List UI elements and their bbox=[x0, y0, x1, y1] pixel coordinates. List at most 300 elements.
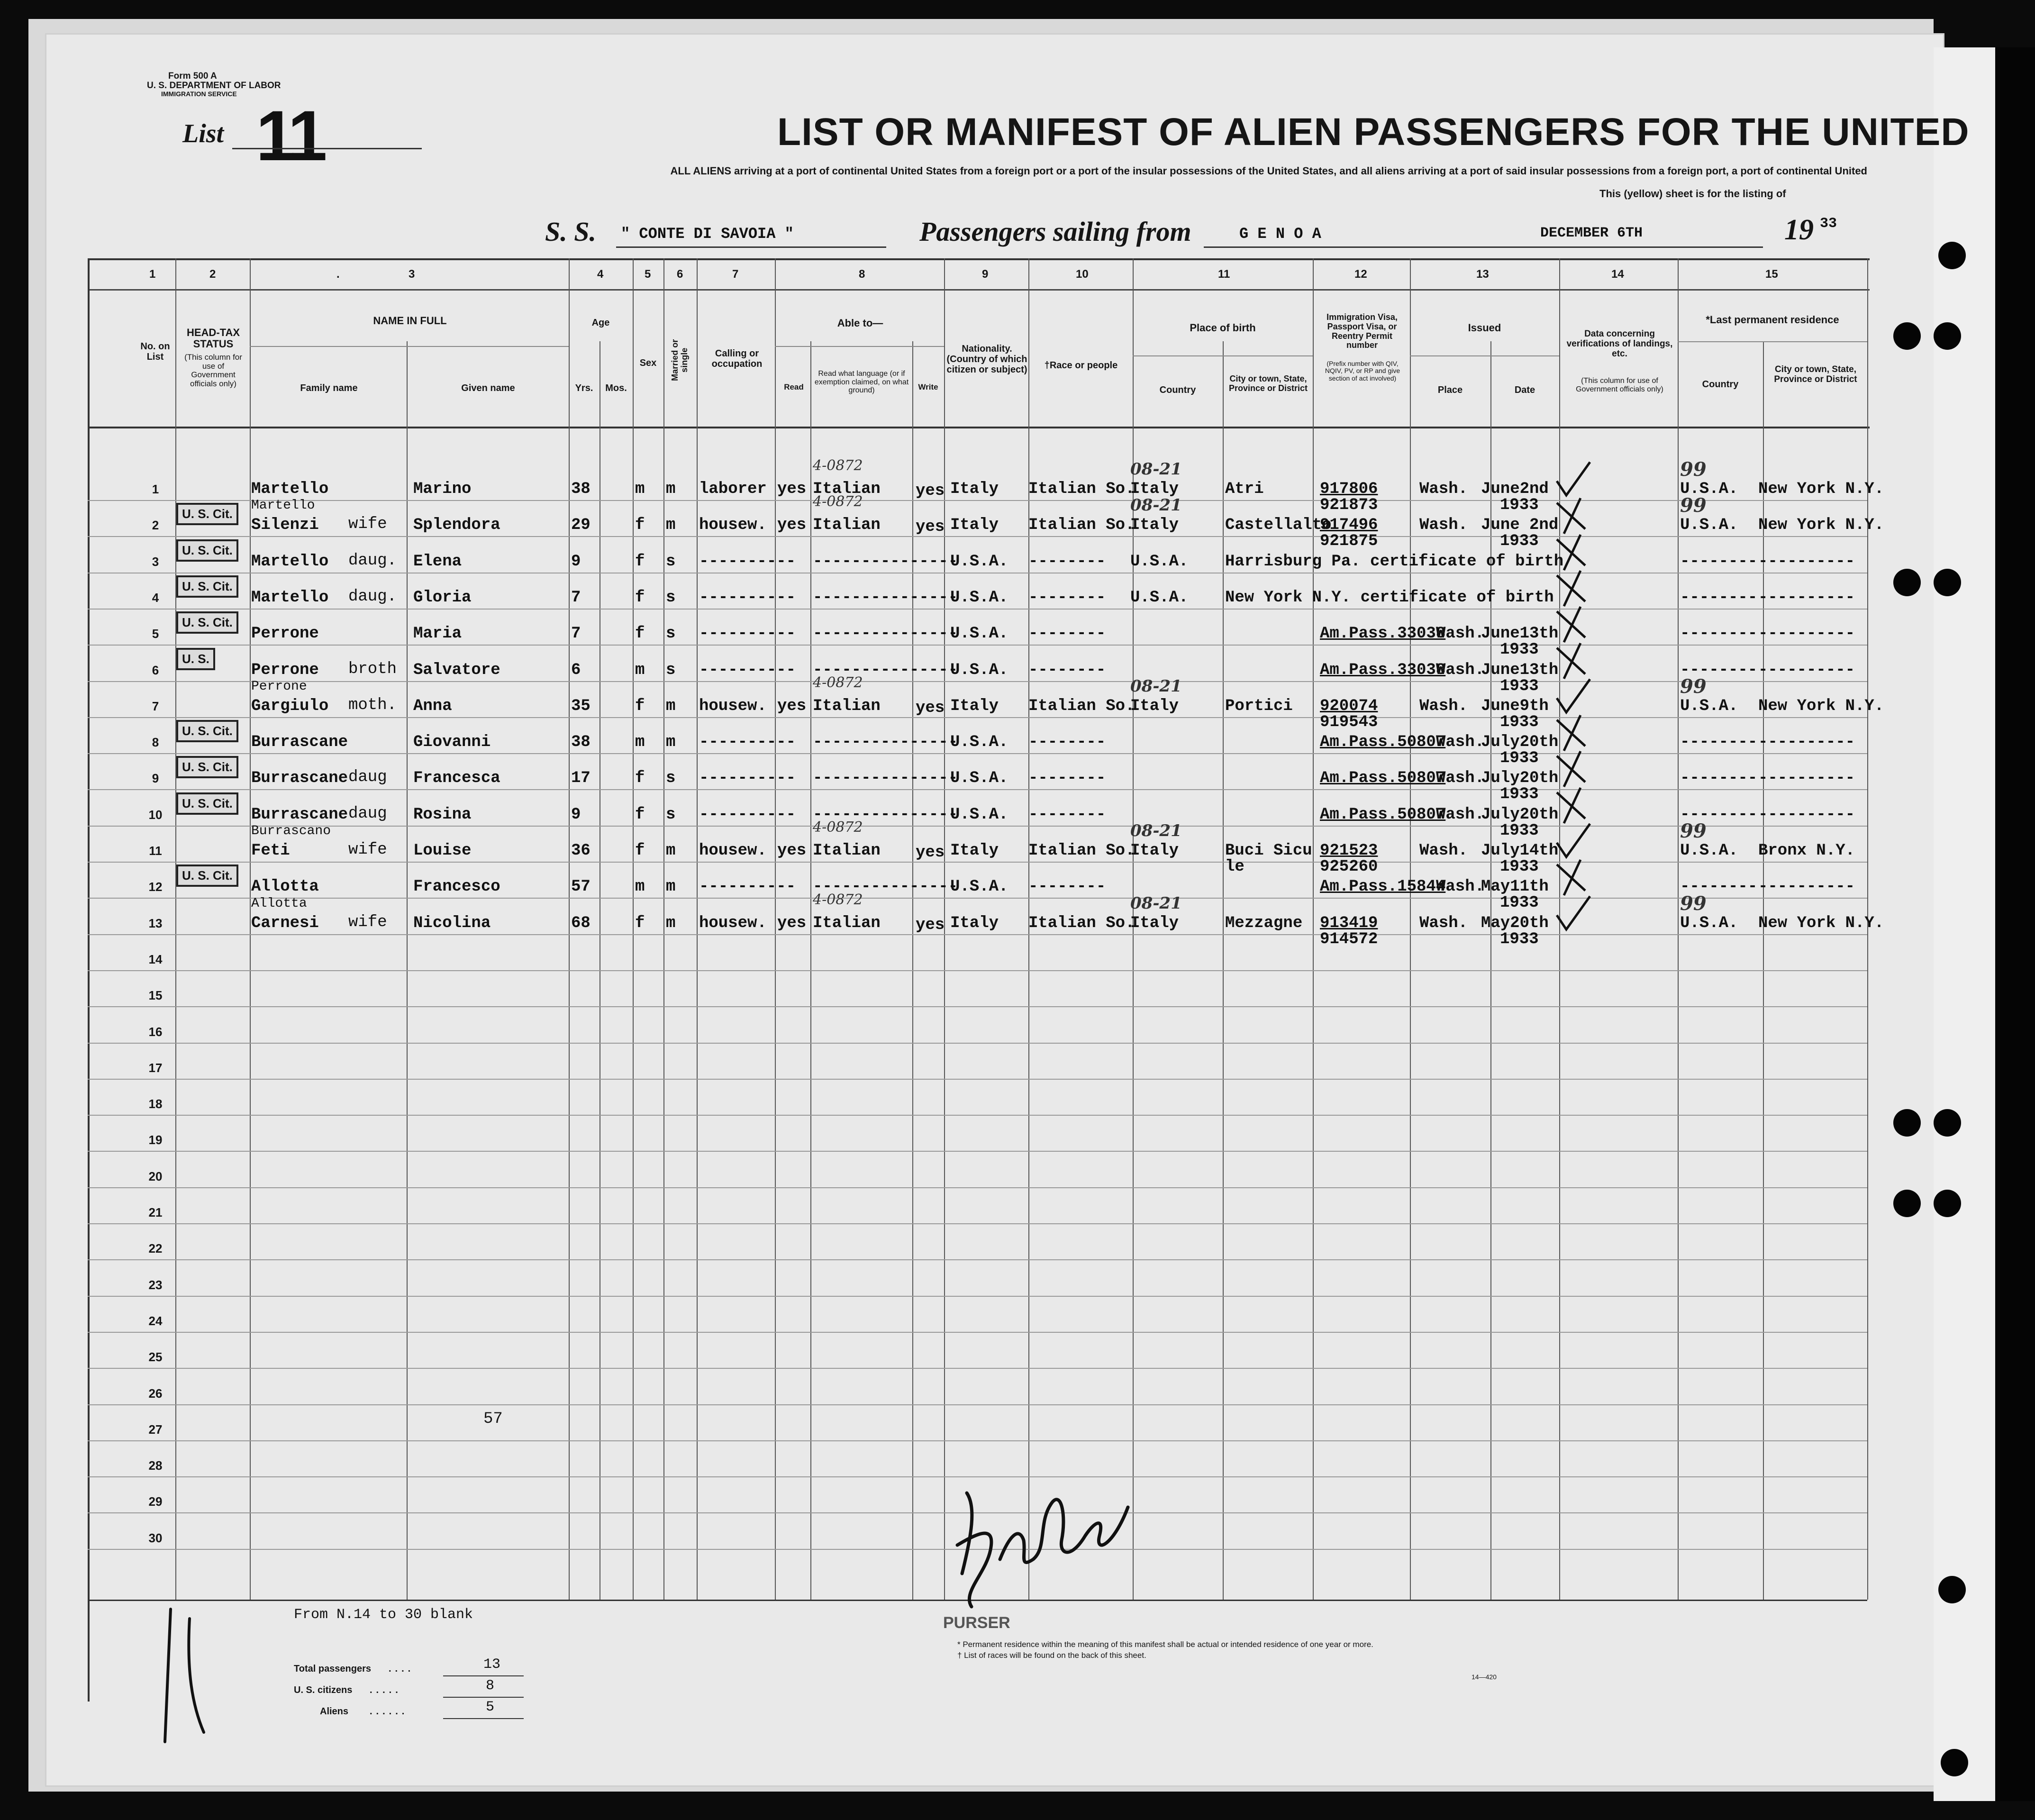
col-line bbox=[1678, 258, 1679, 1600]
occupation: ---------- bbox=[699, 661, 796, 679]
nationality: Italy bbox=[950, 697, 999, 715]
row-number: 24 bbox=[148, 1313, 163, 1328]
residence-city: New York N.Y. bbox=[1758, 914, 1884, 932]
aliens-leader: ...... bbox=[370, 1706, 409, 1717]
handwritten-code: 4-0872 bbox=[813, 674, 863, 691]
row-rule bbox=[88, 536, 1867, 537]
able-subheader-line bbox=[775, 346, 944, 347]
row-rule bbox=[88, 1332, 1867, 1333]
citizens-value: 8 bbox=[486, 1678, 495, 1694]
year-suffix: 33 bbox=[1820, 216, 1837, 232]
nationality: Italy bbox=[950, 842, 999, 860]
row-number: 20 bbox=[148, 1169, 163, 1183]
visa-number-2: 921875 bbox=[1320, 532, 1378, 551]
row-number: 7 bbox=[152, 699, 159, 713]
col-line bbox=[1410, 258, 1411, 1600]
marital-status: m bbox=[666, 516, 676, 535]
column-number-border bbox=[88, 289, 1870, 291]
residence-country: U.S.A. bbox=[1680, 516, 1738, 535]
sex: f bbox=[635, 625, 645, 643]
sex: f bbox=[635, 914, 645, 932]
row-number: 1 bbox=[152, 482, 159, 496]
issue-date: July20th bbox=[1481, 805, 1559, 824]
row-number: 22 bbox=[148, 1241, 163, 1256]
visa-number: 921523 bbox=[1320, 842, 1378, 860]
nationality: U.S.A. bbox=[950, 878, 1008, 896]
nationality: U.S.A. bbox=[950, 805, 1008, 824]
col-number-10: 10 bbox=[1076, 268, 1089, 281]
visa-number: Am.Pass.50807 bbox=[1320, 769, 1446, 788]
total-passengers-value: 13 bbox=[483, 1656, 501, 1673]
occupation: ---------- bbox=[699, 588, 796, 607]
residence-country: U.S.A. bbox=[1680, 842, 1738, 860]
header-sex: Sex bbox=[639, 358, 657, 368]
header-verification: Data concerning verifications of landings, etc. bbox=[1566, 329, 1673, 359]
residence-country: U.S.A. bbox=[1680, 697, 1738, 715]
row-number: 9 bbox=[152, 771, 159, 786]
occupation: housew. bbox=[699, 516, 767, 535]
header-verification-note: (This column for use of Government officials only) bbox=[1576, 377, 1663, 393]
occupation: laborer bbox=[699, 480, 767, 498]
sex: f bbox=[635, 842, 645, 860]
can-write: yes bbox=[916, 699, 945, 717]
handwritten-code: 4-0872 bbox=[813, 493, 863, 510]
total-leader: .... bbox=[389, 1664, 415, 1674]
row-number: 12 bbox=[148, 880, 163, 894]
read-language: --------------- bbox=[813, 588, 958, 607]
occupation: ---------- bbox=[699, 805, 796, 824]
table-top-border bbox=[88, 258, 1870, 260]
ship-underline bbox=[616, 246, 886, 248]
family-name: Allotta bbox=[251, 878, 319, 896]
row-number: 19 bbox=[148, 1133, 163, 1147]
age-years: 68 bbox=[571, 914, 591, 932]
birth-city: New York N.Y. certificate of birth bbox=[1225, 588, 1554, 607]
read-language: Italian bbox=[813, 914, 881, 932]
row-rule bbox=[88, 681, 1867, 682]
race-or-people: -------- bbox=[1028, 552, 1106, 571]
marital-status: m bbox=[666, 878, 676, 896]
visa-number: Am.Pass.50807 bbox=[1320, 733, 1446, 752]
issue-date: June13th bbox=[1481, 661, 1559, 679]
read-language: --------------- bbox=[813, 733, 958, 752]
residence-city: ---------- bbox=[1758, 769, 1855, 788]
col-number-15: 15 bbox=[1765, 268, 1778, 281]
header-race: †Race or people bbox=[1044, 360, 1118, 371]
handwritten-code: 4-0872 bbox=[813, 891, 863, 908]
header-read-language: Read what language (or if exemption claimed, on what ground) bbox=[814, 370, 909, 395]
marital-status: s bbox=[666, 805, 676, 824]
issue-place: Wash. bbox=[1419, 842, 1468, 860]
aliens-value: 5 bbox=[486, 1699, 495, 1715]
col-line bbox=[175, 258, 176, 1600]
row-rule bbox=[88, 1006, 1867, 1007]
visa-number: 920074 bbox=[1320, 697, 1378, 715]
purser-label: PURSER bbox=[943, 1614, 1010, 1632]
head-tax-stamp: U. S. Cit. bbox=[176, 720, 238, 742]
header-visa: Immigration Visa, Passport Visa, or Reentry Permit number bbox=[1326, 312, 1398, 350]
row-number: 13 bbox=[148, 916, 163, 930]
port-underline bbox=[1204, 246, 1554, 248]
issue-place: Wash. bbox=[1436, 625, 1485, 643]
col-number-12: 12 bbox=[1354, 268, 1367, 281]
head-tax-stamp: U. S. Cit. bbox=[176, 503, 238, 525]
relationship: wife bbox=[348, 913, 387, 931]
handwritten-count: 99 bbox=[1680, 675, 1707, 698]
occupation: housew. bbox=[699, 697, 767, 715]
read-language: Italian bbox=[813, 516, 881, 535]
row-rule bbox=[88, 826, 1867, 827]
given-name: Nicolina bbox=[413, 914, 491, 932]
relationship: wife bbox=[348, 515, 387, 534]
residence-country: -------- bbox=[1680, 805, 1758, 824]
given-name: Gloria bbox=[413, 588, 472, 607]
header-issued-date: Date bbox=[1514, 385, 1535, 395]
residence-city: ---------- bbox=[1758, 661, 1855, 679]
sex: f bbox=[635, 769, 645, 788]
birth-country: Italy bbox=[1130, 842, 1179, 860]
header-birth-country: Country bbox=[1159, 385, 1196, 395]
row-number: 18 bbox=[148, 1097, 163, 1111]
row-number: 17 bbox=[148, 1060, 163, 1075]
given-name: Marino bbox=[413, 480, 472, 498]
header-family-name: Family name bbox=[300, 383, 358, 393]
row-rule bbox=[88, 1151, 1867, 1152]
binder-hole bbox=[1941, 1749, 1968, 1776]
age-years: 7 bbox=[571, 588, 581, 607]
header-yrs: Yrs. bbox=[575, 383, 593, 393]
birth-country: Italy bbox=[1130, 697, 1179, 715]
birth-city: Portici bbox=[1225, 697, 1293, 715]
row-rule bbox=[88, 1115, 1867, 1116]
binder-hole bbox=[1893, 322, 1921, 350]
birth-subheader-line bbox=[1133, 355, 1313, 356]
residence-country: U.S.A. bbox=[1680, 480, 1738, 498]
given-name: Rosina bbox=[413, 805, 472, 824]
issued-subheader-line bbox=[1410, 355, 1559, 356]
relationship: daug bbox=[348, 768, 387, 787]
age-years: 6 bbox=[571, 661, 581, 679]
family-name: Burrascane bbox=[251, 769, 348, 788]
header-calling: Calling or occupation bbox=[711, 348, 763, 369]
total-passengers-label: Total passengers bbox=[294, 1664, 372, 1674]
sex: m bbox=[635, 480, 645, 498]
sex: f bbox=[635, 697, 645, 715]
race-or-people: -------- bbox=[1028, 733, 1106, 752]
issue-place: Wash. bbox=[1436, 733, 1485, 752]
family-name: Perrone bbox=[251, 661, 319, 679]
issue-year: 1933 bbox=[1500, 785, 1539, 804]
row-rule bbox=[88, 970, 1867, 971]
handwritten-code: 08-21 bbox=[1130, 496, 1182, 515]
row-rule bbox=[88, 609, 1867, 610]
residence-country: -------- bbox=[1680, 625, 1758, 643]
birth-country: Italy bbox=[1130, 516, 1179, 535]
col-number-11: 11 bbox=[1218, 268, 1230, 281]
race-or-people: -------- bbox=[1028, 805, 1106, 824]
row-rule bbox=[88, 1043, 1867, 1044]
col-number-1: 1 bbox=[149, 268, 156, 281]
family-name: Feti bbox=[251, 842, 290, 860]
marital-status: m bbox=[666, 842, 676, 860]
previous-family-name: Perrone bbox=[251, 679, 307, 694]
row-number: 28 bbox=[148, 1458, 163, 1473]
relationship: wife bbox=[348, 841, 387, 859]
occupation: ---------- bbox=[699, 625, 796, 643]
manifest-subtitle-2: This (yellow) sheet is for the listing of bbox=[1599, 188, 1786, 200]
occupation: ---------- bbox=[699, 733, 796, 752]
manifest-title: LIST OR MANIFEST OF ALIEN PASSENGERS FOR THE UNITED bbox=[777, 110, 1970, 154]
age-years: 38 bbox=[571, 733, 591, 752]
binder-hole bbox=[1893, 1109, 1921, 1137]
marital-status: m bbox=[666, 733, 676, 752]
issue-year: 1933 bbox=[1500, 713, 1539, 731]
occupation: housew. bbox=[699, 914, 767, 932]
handwritten-count: 99 bbox=[1680, 494, 1707, 517]
nationality: Italy bbox=[950, 480, 999, 498]
visa-number: Am.Pass.33038 bbox=[1320, 625, 1446, 643]
residence-country: -------- bbox=[1680, 769, 1758, 788]
issue-place: Wash. bbox=[1436, 805, 1485, 824]
family-name: Gargiulo bbox=[251, 697, 329, 715]
nationality: U.S.A. bbox=[950, 769, 1008, 788]
residence-country: -------- bbox=[1680, 661, 1758, 679]
family-name: Martello bbox=[251, 480, 329, 498]
nationality: Italy bbox=[950, 516, 999, 535]
row-number: 4 bbox=[152, 590, 159, 605]
can-read: yes bbox=[777, 480, 807, 498]
header-last-residence: *Last permanent residence bbox=[1706, 314, 1839, 326]
race-or-people: -------- bbox=[1028, 661, 1106, 679]
col-line bbox=[633, 258, 634, 1600]
row-rule bbox=[88, 1187, 1867, 1188]
page-edge bbox=[1995, 47, 2035, 1801]
race-or-people: Italian So. bbox=[1028, 697, 1135, 715]
sex: m bbox=[635, 878, 645, 896]
head-tax-stamp: U. S. Cit. bbox=[176, 575, 238, 598]
age-years: 38 bbox=[571, 480, 591, 498]
read-language: --------------- bbox=[813, 552, 958, 571]
header-residence-city: City or town, State, Province or District bbox=[1774, 364, 1857, 384]
issue-place: Wash. bbox=[1419, 697, 1468, 715]
footnote-residence: * Permanent residence within the meaning of this manifest shall be actual or intended residence of one year or more. bbox=[957, 1640, 1373, 1649]
birth-city: Buci Sicu bbox=[1225, 842, 1312, 860]
occupation: housew. bbox=[699, 842, 767, 860]
year-prefix: 19 bbox=[1784, 214, 1814, 246]
residence-city: New York N.Y. bbox=[1758, 697, 1884, 715]
header-mos: Mos. bbox=[605, 383, 627, 393]
col-line bbox=[663, 258, 664, 1600]
marital-status: m bbox=[666, 697, 676, 715]
can-read: yes bbox=[777, 842, 807, 860]
issue-date: June2nd bbox=[1481, 480, 1549, 498]
issue-date: June 2nd bbox=[1481, 516, 1559, 535]
header-given-name: Given name bbox=[461, 383, 515, 393]
row-rule bbox=[88, 1259, 1867, 1260]
can-write: yes bbox=[916, 916, 945, 934]
binder-hole bbox=[1934, 569, 1961, 596]
handwritten-count: 99 bbox=[1680, 820, 1707, 842]
visa-number: Am.Pass.50807 bbox=[1320, 805, 1446, 824]
header-bottom-border bbox=[88, 427, 1870, 428]
race-or-people: -------- bbox=[1028, 625, 1106, 643]
read-language: Italian bbox=[813, 480, 881, 498]
read-language: Italian bbox=[813, 842, 881, 860]
row-rule bbox=[88, 862, 1867, 863]
residence-country: -------- bbox=[1680, 588, 1758, 607]
residence-city: ---------- bbox=[1758, 733, 1855, 752]
binder-hole bbox=[1938, 1576, 1966, 1603]
row-rule bbox=[88, 1079, 1867, 1080]
birth-city: Harrisburg Pa. certificate of birth bbox=[1225, 552, 1564, 571]
col-number-3: 3 bbox=[409, 268, 415, 281]
issue-date: July20th bbox=[1481, 769, 1559, 788]
read-language: --------------- bbox=[813, 878, 958, 896]
row-number: 27 bbox=[148, 1422, 163, 1437]
birth-city: Mezzagne bbox=[1225, 914, 1303, 932]
list-underline bbox=[232, 148, 422, 149]
age-years: 36 bbox=[571, 842, 591, 860]
sex: m bbox=[635, 661, 645, 679]
residence-city: Bronx N.Y. bbox=[1758, 842, 1855, 860]
relationship: daug. bbox=[348, 551, 397, 570]
binding-strip bbox=[1934, 47, 1995, 1801]
occupation: ---------- bbox=[699, 552, 796, 571]
residence-subheader-line bbox=[1678, 341, 1867, 342]
citizens-leader: ..... bbox=[370, 1685, 402, 1695]
visa-number: 917806 bbox=[1320, 480, 1378, 498]
col-line bbox=[88, 258, 90, 1702]
binder-hole bbox=[1893, 1190, 1921, 1217]
relationship: daug. bbox=[348, 587, 397, 606]
residence-city: ---------- bbox=[1758, 805, 1855, 824]
binder-hole bbox=[1893, 569, 1921, 596]
sex: f bbox=[635, 805, 645, 824]
read-language: --------------- bbox=[813, 805, 958, 824]
marital-status: s bbox=[666, 588, 676, 607]
name-subheader-line bbox=[250, 346, 569, 347]
family-name: Martello bbox=[251, 588, 329, 607]
visa-number-2: 914572 bbox=[1320, 930, 1378, 948]
row-number: 5 bbox=[152, 627, 159, 641]
sex: m bbox=[635, 733, 645, 752]
issue-year: 1933 bbox=[1500, 821, 1539, 840]
row-number: 29 bbox=[148, 1494, 163, 1509]
row-rule bbox=[88, 645, 1867, 646]
binder-hole bbox=[1934, 1109, 1961, 1137]
can-read: yes bbox=[777, 697, 807, 715]
header-read: Read bbox=[784, 382, 804, 391]
family-name: Perrone bbox=[251, 625, 319, 643]
residence-country: -------- bbox=[1680, 733, 1758, 752]
row-number: 6 bbox=[152, 663, 159, 677]
relationship: moth. bbox=[348, 696, 397, 714]
can-read: yes bbox=[777, 516, 807, 535]
sex: f bbox=[635, 552, 645, 571]
row-number: 25 bbox=[148, 1350, 163, 1365]
row-rule bbox=[88, 934, 1867, 935]
birth-city: Atri bbox=[1225, 480, 1264, 498]
race-or-people: Italian So. bbox=[1028, 480, 1135, 498]
sex: f bbox=[635, 588, 645, 607]
previous-family-name: Allotta bbox=[251, 896, 307, 911]
handwritten-code: 08-21 bbox=[1130, 676, 1182, 696]
col-number-2: 2 bbox=[209, 268, 216, 281]
race-or-people: -------- bbox=[1028, 588, 1106, 607]
visa-number: 917496 bbox=[1320, 516, 1378, 535]
nationality: U.S.A. bbox=[950, 733, 1008, 752]
row-rule bbox=[88, 717, 1867, 718]
handwritten-count: 99 bbox=[1680, 892, 1707, 915]
residence-country: U.S.A. bbox=[1680, 914, 1738, 932]
row-rule bbox=[88, 898, 1867, 899]
col-number-8: 8 bbox=[859, 268, 865, 281]
row-rule bbox=[88, 1404, 1867, 1405]
header-no-on-list: No. on List bbox=[140, 341, 170, 362]
issue-year: 1933 bbox=[1500, 858, 1539, 876]
marital-status: m bbox=[666, 480, 676, 498]
stray-number: 57 bbox=[483, 1410, 503, 1428]
row-number: 3 bbox=[152, 554, 159, 569]
read-language: Italian bbox=[813, 697, 881, 715]
nationality: U.S.A. bbox=[950, 625, 1008, 643]
given-name: Elena bbox=[413, 552, 462, 571]
row-number: 11 bbox=[149, 844, 162, 858]
occupation: ---------- bbox=[699, 769, 796, 788]
col-number-9: 9 bbox=[982, 268, 989, 281]
header-issued: Issued bbox=[1468, 322, 1501, 334]
marital-status: s bbox=[666, 661, 676, 679]
age-years: 7 bbox=[571, 625, 581, 643]
header-issued-place: Place bbox=[1437, 385, 1463, 395]
issue-place: Wash. bbox=[1436, 878, 1485, 896]
relationship: broth bbox=[348, 660, 397, 678]
col-line bbox=[775, 258, 776, 1600]
handwritten-code: 08-21 bbox=[1130, 460, 1182, 479]
header-birth-city: City or town, State, Province or District bbox=[1228, 374, 1308, 393]
row-number: 21 bbox=[148, 1205, 163, 1219]
read-language: --------------- bbox=[813, 661, 958, 679]
residence-city: ---------- bbox=[1758, 625, 1855, 643]
handwritten-code: 4-0872 bbox=[813, 819, 863, 836]
age-years: 9 bbox=[571, 805, 581, 824]
given-name: Salvatore bbox=[413, 661, 500, 679]
head-tax-stamp: U. S. bbox=[176, 648, 215, 670]
nationality: U.S.A. bbox=[950, 588, 1008, 607]
row-number: 14 bbox=[148, 952, 163, 966]
issue-date: June9th bbox=[1481, 697, 1549, 715]
family-name: Carnesi bbox=[251, 914, 319, 932]
residence-city: New York N.Y. bbox=[1758, 480, 1884, 498]
issue-place: Wash. bbox=[1419, 914, 1468, 932]
row-rule bbox=[88, 1440, 1867, 1441]
marital-status: s bbox=[666, 769, 676, 788]
race-or-people: Italian So. bbox=[1028, 842, 1135, 860]
visa-number: Am.Pass.33038 bbox=[1320, 661, 1446, 679]
given-name: Maria bbox=[413, 625, 462, 643]
col-number-6: 6 bbox=[677, 268, 683, 281]
issue-place: Wash. bbox=[1419, 516, 1468, 535]
aliens-label: Aliens bbox=[320, 1706, 349, 1717]
age-years: 35 bbox=[571, 697, 591, 715]
residence-city: ---------- bbox=[1758, 878, 1855, 896]
marital-status: s bbox=[666, 552, 676, 571]
total-underline bbox=[443, 1675, 524, 1676]
col-line bbox=[697, 258, 698, 1600]
previous-family-name: Burrascano bbox=[251, 824, 331, 838]
visa-number-2: 919543 bbox=[1320, 713, 1378, 731]
col-number-4: 4 bbox=[597, 268, 604, 281]
